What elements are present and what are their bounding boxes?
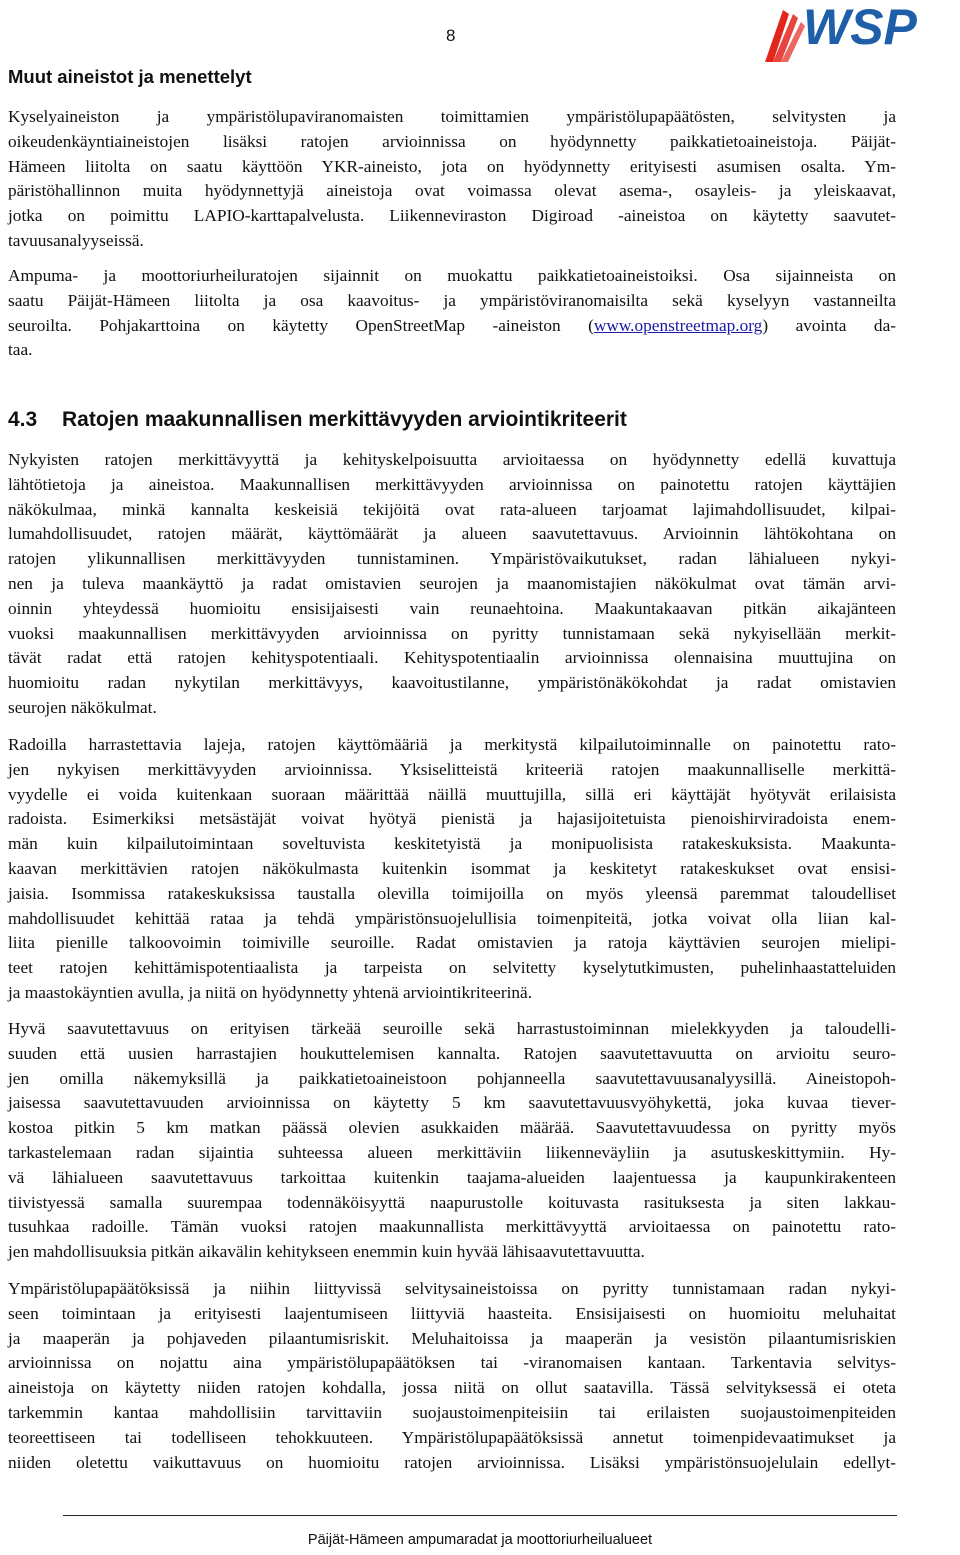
text-line: suuden että uusien harrastajien houkuttelemisen kannalta. Ratojen saavutettavuutta on arvioitu seuro-: [8, 1043, 896, 1063]
text-line: tiivistyessä samalla suurempaa todennäköisyyttä naapurustolle koituvasta rasituksesta ja siten lakkau-: [8, 1192, 896, 1212]
paragraph-aineistot: [8, 105, 896, 254]
wsp-logo: [763, 0, 960, 66]
text-line: tarkastelemaan radan sijaintia suhteessa alueen merkittäviin liikenneväyliin ja asutuskeskittymiin. Hy-: [8, 1142, 896, 1162]
text-line: teoreettiseen tai todelliseen tehokkuuteen. Ympäristölupapäätöksissä annetut toimenpidevaatimukset ja: [8, 1427, 896, 1447]
text-line: vä lähialueen saavutettavuus tarkoittaa kuitenkin taajama-alueiden laajentuessa ja kaupunkirakenteen: [8, 1167, 896, 1187]
wsp-logo-graphic: [763, 0, 960, 66]
text-line: oinnin yhteydessä huomioitu ensisijaisesti vain reunaehtoina. Maakuntakaavan pitkän aikajänteen: [8, 598, 896, 618]
paragraph-kriteerit-2: [8, 733, 896, 1006]
text-line: Ympäristölupapäätöksissä ja niihin liittyvissä selvitysaineistoissa on pyritty tunnistamaan radan nykyi-: [8, 1279, 896, 1298]
text-line: jaisessa saavutettavuuden arvioinnissa on käytetty 5 km saavutettavuusvyöhykettä, joka kuvaa tiever-: [8, 1093, 896, 1113]
text-line: huomioitu radan nykytilan merkittävyys, kaavoitustilanne, ympäristönäkökohdat ja radat omistavien: [8, 673, 896, 693]
text-line: nen ja tuleva maankäyttö ja radat omistavien seurojen ja maanomistajien näkökulmat ovat tämän arvi-: [8, 573, 896, 593]
text-line: ja maastokäyntien avulla, ja niitä on hyödynnetty yhtenä arviointikriteerinä.: [8, 982, 533, 1002]
text-line: jen nykyisen merkittävyyden arvioinnissa. Yksiselitteistä kriteeriä ratojen maakunnalliselle merkittä-: [8, 759, 896, 779]
text-line: taa.: [8, 340, 33, 360]
text-line: jaisia. Isommissa ratakeskuksissa taustalla olevilla toimijoilla on myös yleensä paremmat taloudelliset: [8, 883, 896, 903]
text-line: vyydelle ei voida kuitenkaan suoraan määrittää näillä muuttujilla, sillä eri käyttäjät hyötyvät erilaisista: [8, 784, 896, 804]
text-line: jen omilla näkemyksillä ja paikkatietoaineistoon pohjanneella saavutettavuusanalyysillä. Aineistopoh-: [8, 1068, 896, 1088]
footer-divider: [63, 1515, 897, 1516]
paragraph-kriteerit-1: [8, 448, 896, 721]
text-line: män kuin kilpailutoimintaan soveltuvista keskitetyistä ja monipuolisista ratakeskuksista. Maakunta-: [8, 834, 896, 854]
text-line: Hyvä saavutettavuus on erityisen tärkeää seuroille sekä harrastustoiminnan mielekkyyden ja taloudelli-: [8, 1019, 896, 1038]
text-line: Nykyisten ratojen merkittävyyttä ja kehityskelpoisuutta arvioitaessa on hyödynnetty edellä kuvattuja: [8, 450, 896, 469]
text-line: päristöhallinnon muita hyödynnettyjä aineistoja ovat voimassa olevat asema-, osayleis- ja yleiskaavat,: [8, 181, 896, 201]
text-line: lumahdollisuudet, ratojen määrät, käyttömäärät ja alueen saavutettavuus. Arvioinnin lähtökohtana on: [8, 524, 896, 544]
text-line: Radoilla harrastettavia lajeja, ratojen käyttömääriä ja merkitystä kilpailutoiminnalle on painotettu rato-: [8, 735, 896, 754]
text-line: liita pienille talkoovoimin toimiville seuroille. Radat omistavien ja ratoja käyttävien seurojen mielipi-: [8, 933, 896, 953]
text-line: niiden oletettu vaikuttavuus on huomioitu ratojen arvioinnissa. Lisäksi ympäristönsuojelulain edellyt-: [8, 1452, 896, 1472]
section-heading: [8, 408, 627, 432]
text-line: ja maaperän ja pohjaveden pilaantumisriskit. Meluhaitoissa ja maaperän ja vesistön pilaantumisriskien: [8, 1328, 896, 1348]
text-line: tavuusanalyyseissä.: [8, 230, 144, 250]
text-line: Hämeen liitolta on saatu käyttöön YKR-aineisto, jota on hyödynnetty erityisesti asumisen osalta. Ym-: [8, 156, 896, 176]
text-line: Ampuma- ja moottoriurheiluratojen sijainnit on muokattu paikkatietoaineistoiksi. Osa sijainneista on: [8, 266, 896, 285]
text-line: tusuhkaa radoille. Tämän vuoksi ratojen maakunnallista merkittävyyttä arvioitaessa on painotettu rato-: [8, 1217, 896, 1237]
text-line: seen toimintaan ja erityisesti laajentumiseen liittyviä haasteita. Ensisijaisesti on huomioitu meluhaitat: [8, 1303, 896, 1323]
text-line: kostoa pitkin 5 km matkan päässä olevien asukkaiden määrää. Saavutettavuudessa on pyritty myös: [8, 1118, 896, 1138]
text-line: tävät radat että ratojen kehityspotentiaali. Kehityspotentiaalin arvioinnissa olennaisina muuttujina on: [8, 648, 896, 668]
openstreetmap-link[interactable]: www.openstreetmap.org: [593, 315, 763, 335]
paragraph-saavutettavuus: [8, 1017, 896, 1265]
text-line: radoista. Esimerkiksi metsästäjät voivat hyötyä pienistä ja hajasijoitetuista pienoishirviradoista enem-: [8, 809, 896, 829]
text-line: mahdollisuudet kehittää rataa ja tehdä ympäristönsuojelullisia toimenpiteitä, jotka voivat olla liian kal-: [8, 908, 896, 928]
text-line: aineistoja on käytetty niiden ratojen kohdalla, jossa niitä on ollut saatavilla. Tässä selvityksessä ei oteta: [8, 1378, 896, 1398]
footer-title: Päijät-Hämeen ampumaradat ja moottoriurheilualueet: [307, 1532, 653, 1548]
text-segment: ) avointa da-: [762, 315, 896, 335]
text-segment: seuroilta. Pohjakarttoina on käytetty OpenStreetMap -aineiston (: [8, 315, 594, 335]
text-line: oikeudenkäyntiaineistojen lisäksi ratojen arvioinnissa on hyödynnetty paikkatietoaineistoja. Päijät-: [8, 131, 896, 151]
logo-text: WSP: [803, 0, 917, 55]
text-line: teet ratojen kehittämispotentiaalista ja tarpeista on selvitetty kyselytutkimusten, puhelinhaastatteluiden: [8, 958, 896, 978]
text-line: Kyselyaineiston ja ympäristölupaviranomaisten toimittamien ympäristölupapäätösten, selvitysten ja: [8, 107, 896, 126]
text-line: jen mahdollisuuksia pitkän aikavälin kehitykseen enemmin kuin hyvää lähisaavutettavuutta.: [8, 1242, 645, 1262]
text-line: lähtötietoja ja aineistoa. Maakunnallisen merkittävyyden arvioinnissa on painotettu ratojen käyttäjien: [8, 474, 896, 494]
text-line: arvioinnissa on nojattu aina ympäristölupapäätöksen tai -viranomaisen kantaan. Tarkentavia selvitys-: [8, 1353, 896, 1373]
text-line: saatu Päijät-Hämeen liitolta ja osa kaavoitus- ja ympäristöviranomaisilta sekä kyselyyn vastanneilta: [8, 290, 896, 310]
text-line: jotka on poimittu LAPIO-karttapalvelusta. Liikenneviraston Digiroad -aineistoa on käytetty saavutet-: [8, 206, 896, 226]
text-line: vuoksi maakunnallisen merkittävyyden arvioinnissa on pyritty tunnistamaan sekä nykyisellään merkit-: [8, 623, 896, 643]
paragraph-sijainnit: [8, 264, 896, 363]
text-line: näkökulmaa, minkä kannalta keskeisiä tekijöitä ovat rata-alueen tarjoamat lajimahdollisuudet, kilpai-: [8, 499, 896, 519]
text-line: seurojen näkökulmat.: [8, 697, 157, 717]
text-line: ratojen ylikunnallisen merkittävyyden tunnistaminen. Ympäristövaikutukset, radan lähialueen nykyi-: [8, 549, 896, 569]
text-line: tarkemmin kantaa mahdollisiin tarvittaviin suojaustoimenpiteisiin tai erilaisten suojaustoimenpiteiden: [8, 1402, 896, 1422]
paragraph-ymparistoluvat: [8, 1277, 896, 1475]
text-line: kaavan merkittävien ratojen näkökulmasta kuitenkin isommat ja keskitetyt ratakeskukset ovat ensisi-: [8, 858, 896, 878]
page-number: 8: [446, 26, 456, 45]
subsection-title: Muut aineistot ja menettelyt: [8, 66, 252, 87]
text-line-with-link: [8, 314, 896, 339]
section-number: 4.3: [8, 408, 38, 431]
section-title: Ratojen maakunnallisen merkittävyyden arviointikriteerit: [62, 408, 627, 431]
